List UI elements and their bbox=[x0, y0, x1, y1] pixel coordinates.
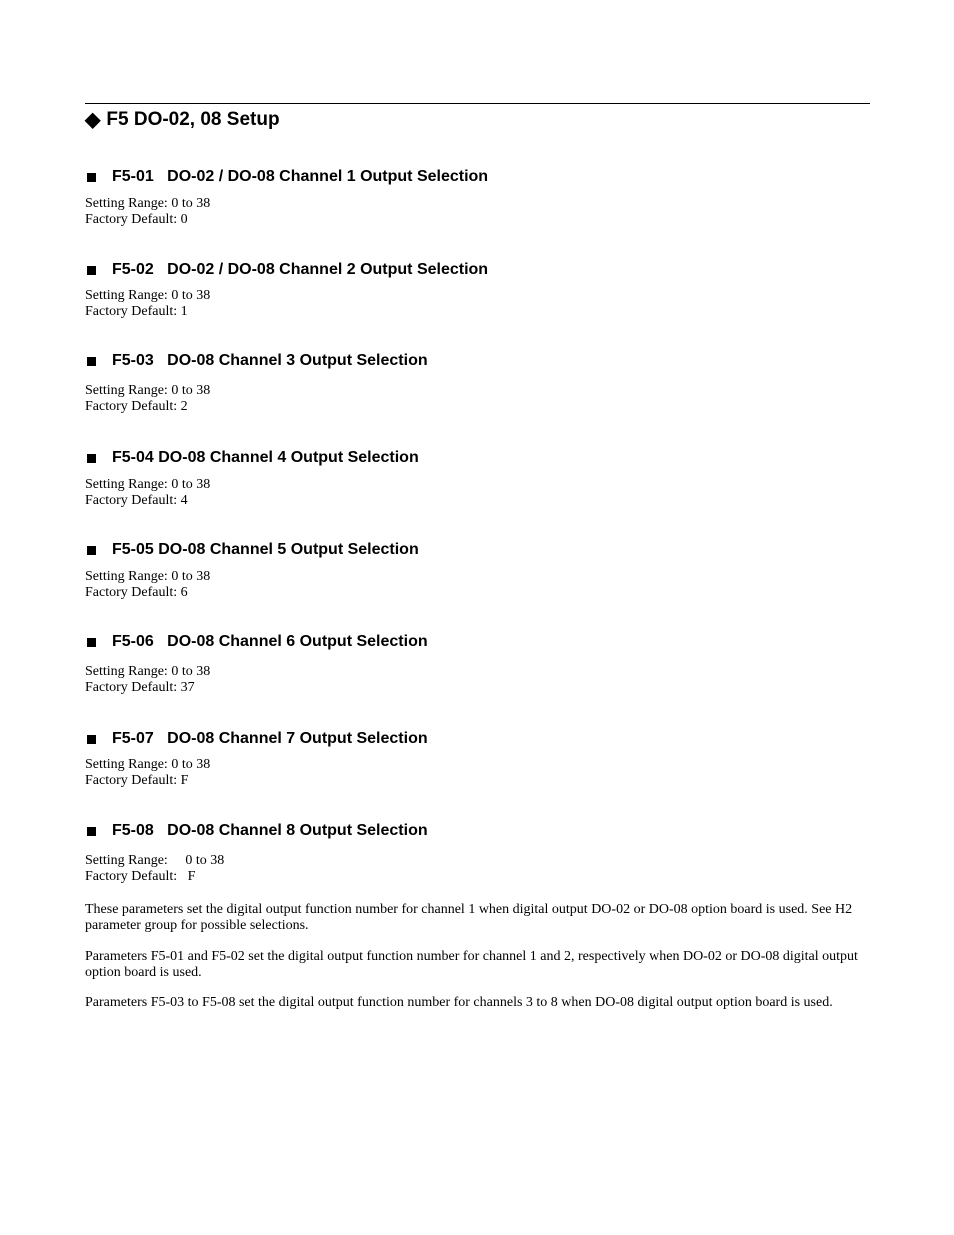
param-default: Factory Default: 1 bbox=[85, 304, 188, 319]
param-title: F5-01 DO-02 / DO-08 Channel 1 Output Selection bbox=[112, 168, 489, 185]
section-heading bbox=[85, 109, 870, 131]
param-f5-06 bbox=[85, 633, 870, 696]
param-heading bbox=[85, 352, 870, 370]
body-paragraph: Parameters F5-01 and F5-02 set the digital output function number for channel 1 and 2, respectively when DO-02 or DO-08 digital output option board is used. bbox=[85, 949, 858, 980]
square-bullet-icon bbox=[87, 173, 96, 182]
param-range: Setting Range: 0 to 38 bbox=[85, 477, 211, 492]
param-range: Setting Range: 0 to 38 bbox=[85, 757, 211, 772]
param-range: Setting Range: 0 to 38 bbox=[85, 853, 225, 868]
top-rule bbox=[85, 103, 870, 104]
param-range: Setting Range: 0 to 38 bbox=[85, 383, 211, 398]
param-default: Factory Default: 37 bbox=[85, 680, 195, 695]
param-title: F5-06 DO-08 Channel 6 Output Selection bbox=[112, 633, 428, 650]
param-range: Setting Range: 0 to 38 bbox=[85, 196, 211, 211]
param-f5-05 bbox=[85, 541, 870, 601]
param-default: Factory Default: F bbox=[85, 869, 196, 884]
param-heading bbox=[85, 449, 870, 467]
param-range: Setting Range: 0 to 38 bbox=[85, 569, 211, 584]
square-bullet-icon bbox=[87, 546, 96, 555]
param-default: Factory Default: F bbox=[85, 773, 189, 788]
param-range: Setting Range: 0 to 38 bbox=[85, 664, 211, 679]
param-title: F5-07 DO-08 Channel 7 Output Selection bbox=[112, 730, 428, 747]
param-title: F5-02 DO-02 / DO-08 Channel 2 Output Selection bbox=[112, 261, 489, 278]
param-f5-01 bbox=[85, 168, 870, 228]
param-f5-03 bbox=[85, 352, 870, 415]
param-heading bbox=[85, 822, 870, 840]
body-paragraph: Parameters F5-03 to F5-08 set the digital output function number for channels 3 to 8 when DO-08 digital output option board is used. bbox=[85, 995, 833, 1010]
param-default: Factory Default: 0 bbox=[85, 212, 188, 227]
param-heading bbox=[85, 541, 870, 559]
body-paragraph: These parameters set the digital output function number for channel 1 when digital output DO-02 or DO-08 option board is used. See H2 parameter group for possible selections. bbox=[85, 902, 853, 933]
param-f5-08 bbox=[85, 822, 870, 885]
param-f5-02 bbox=[85, 261, 870, 320]
param-default: Factory Default: 4 bbox=[85, 493, 188, 508]
square-bullet-icon bbox=[87, 454, 96, 463]
square-bullet-icon bbox=[87, 735, 96, 744]
param-f5-04 bbox=[85, 449, 870, 509]
square-bullet-icon bbox=[87, 638, 96, 647]
param-default: Factory Default: 2 bbox=[85, 399, 188, 414]
param-f5-07 bbox=[85, 730, 870, 789]
square-bullet-icon bbox=[87, 266, 96, 275]
param-default: Factory Default: 6 bbox=[85, 585, 188, 600]
param-heading bbox=[85, 730, 870, 748]
param-title: F5-05 DO-08 Channel 5 Output Selection bbox=[112, 541, 419, 558]
param-title: F5-04 DO-08 Channel 4 Output Selection bbox=[112, 449, 419, 466]
param-heading bbox=[85, 633, 870, 651]
section-title: F5 DO-02, 08 Setup bbox=[106, 109, 280, 130]
param-title: F5-03 DO-08 Channel 3 Output Selection bbox=[112, 352, 428, 369]
diamond-icon: ◆ bbox=[85, 109, 101, 131]
square-bullet-icon bbox=[87, 827, 96, 836]
page-content bbox=[85, 103, 870, 131]
param-heading bbox=[85, 261, 870, 279]
param-range: Setting Range: 0 to 38 bbox=[85, 288, 211, 303]
square-bullet-icon bbox=[87, 357, 96, 366]
param-heading bbox=[85, 168, 870, 186]
param-title: F5-08 DO-08 Channel 8 Output Selection bbox=[112, 822, 428, 839]
